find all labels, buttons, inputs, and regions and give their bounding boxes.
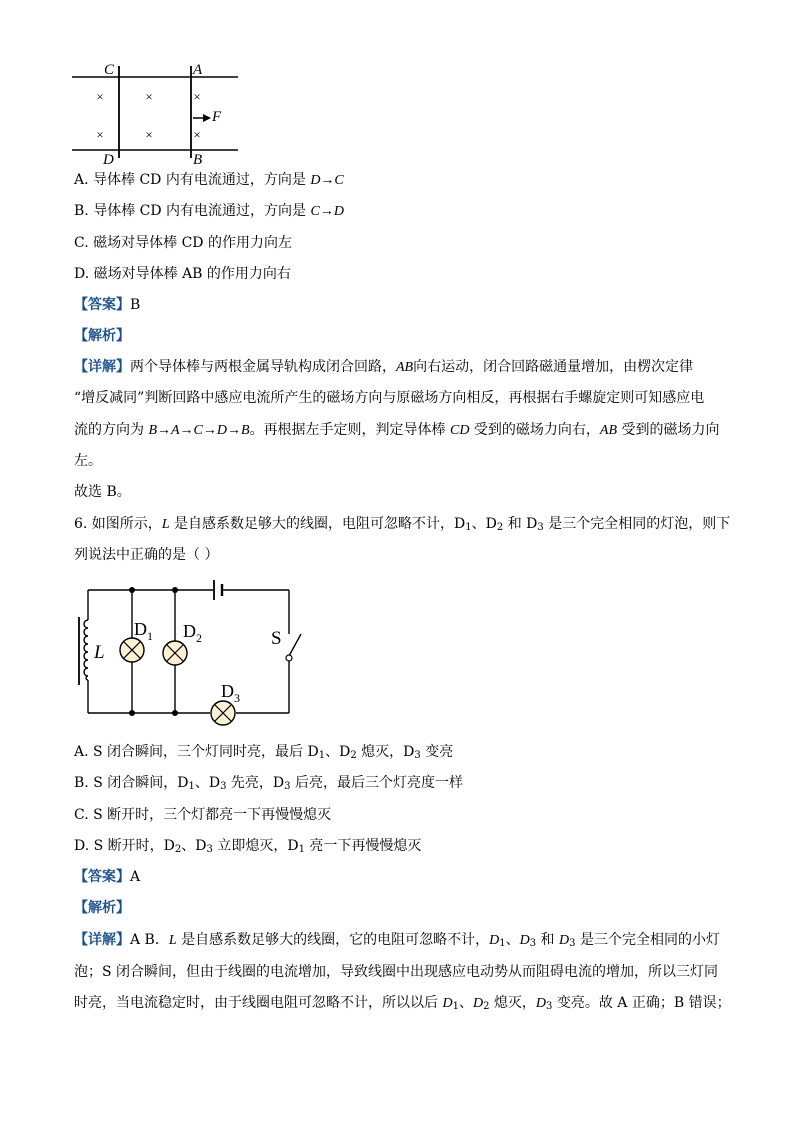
detail-tag: 【详解】 [74,932,130,948]
field-cross: × [145,89,153,104]
q6-stem-line-2: 列说法中正确的是（ ） [74,547,219,563]
q5-option-b: B. 导体棒 CD 内有电流通过，方向是 C→D [74,203,344,219]
label-a: A [193,62,203,78]
q5-detail-line-3: 流的方向为 B→A→C→D→B。再根据左手定则，判定导体棒 CD 受到的磁场力向右，AB 受到的磁场力向 [74,422,720,438]
lamp-d2 [163,641,187,665]
label-b: B [193,152,203,168]
q6-detail-line-2: 泡；S 闭合瞬间，但由于线圈的电流增加，导致线圈中出现感应电动势从而阻碍电流的增加，所以三灯同 [74,964,719,980]
switch-contact [286,655,292,661]
q5-answer: 【答案】B [74,297,141,313]
q6-analysis-tag: 【解析】 [74,900,130,916]
label-d3: $D_3$ [221,681,240,705]
q6-option-b: B. S 闭合瞬间，$D_1$、$D_3$ 先亮，$D_3$ 后亮，最后三个灯亮度一样 [74,775,463,792]
q5-detail-line-1: 【详解】两个导体棒与两根金属导轨构成闭合回路，AB向右运动，闭合回路磁通量增加，由楞次定律 [74,359,694,375]
label-d1: $D_1$ [134,619,153,643]
answer-tag: 【答案】 [74,869,130,885]
label-d2: $D_2$ [183,621,202,645]
label-switch: S [271,628,282,649]
q6-option-c: C. S 断开时，三个灯都亮一下再慢慢熄灭 [74,807,332,823]
field-cross: × [193,127,201,142]
label-f: F [212,109,222,125]
field-cross: × [96,89,104,104]
label-d: D [103,152,114,168]
lamp-d1 [120,638,144,662]
junction-dot [129,587,135,593]
lamp-d3 [211,701,235,725]
detail-tag: 【详解】 [74,359,130,375]
field-cross: × [96,127,104,142]
q6-option-d: D. S 断开时，$D_2$、$D_3$ 立即熄灭，$D_1$ 亮一下再慢慢熄灭 [74,838,422,855]
junction-dot [172,710,178,716]
junction-dot [129,710,135,716]
q5-option-c: C. 磁场对导体棒 CD 的作用力向左 [74,235,292,251]
junction-dot [172,587,178,593]
q6-stem-line-1: 6. 如图所示，L 是自感系数足够大的线圈，电阻可忽略不计，$D_1$、$D_2$ 和 $D_3$ 是三个完全相同的灯泡，则下 [74,516,731,533]
q6-detail-line-3: 时亮，当电流稳定时，由于线圈电阻可忽略不计，所以以后 $D_1$、$D_2$ 熄灭，$D_3$ 变亮。故 A 正确；B 错误； [74,995,731,1012]
switch-blade [289,634,301,656]
field-cross: × [145,127,153,142]
q5-conclusion: 故选 B。 [74,484,131,500]
q5-option-d: D. 磁场对导体棒 AB 的作用力向右 [74,266,291,282]
inductor-coil [84,620,88,680]
label-inductor: L [94,642,105,663]
field-cross: × [193,89,201,104]
q6-detail-line-1: 【详解】A B．L 是自感系数足够大的线圈，它的电阻可忽略不计，$D_1$、$D_3$ 和 $D_3$ 是三个完全相同的小灯 [74,932,720,949]
q5-detail-line-2: “增反减同”判断回路中感应电流所产生的磁场方向与原磁场方向相反，再根据右手螺旋定则可知感应电 [74,390,705,406]
q6-option-a: A. S 闭合瞬间，三个灯同时亮，最后 $D_1$、$D_2$ 熄灭，$D_3$ 变亮 [74,744,454,761]
q6-answer: 【答案】A [74,869,141,885]
q5-option-a: A. 导体棒 CD 内有电流通过，方向是 D→C [74,172,344,188]
label-c: C [104,62,115,78]
answer-tag: 【答案】 [74,297,130,313]
q5-detail-line-4: 左。 [74,453,102,469]
q5-analysis-tag: 【解析】 [74,328,130,344]
